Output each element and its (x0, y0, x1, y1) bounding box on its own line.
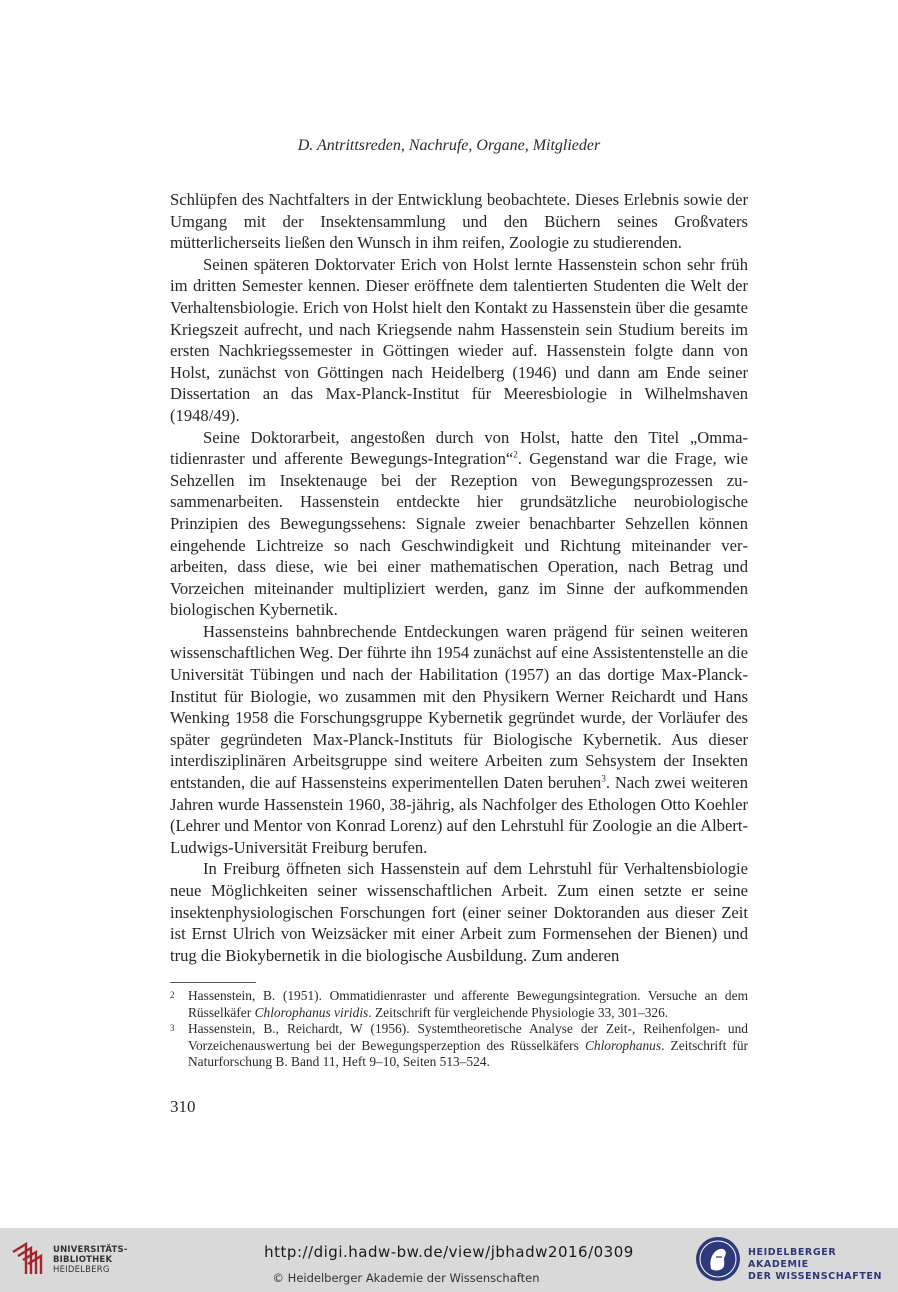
paragraph-1: Schlüpfen des Nachtfalters in der Entwicklung beobachtete. Dieses Erlebnis sowie der Umgang mit der Insektensammlung und den Büchern seines Großvaters mütterlicherseits ließen den Wunsch in ihm reifen, Zoologie zu studierenden. (170, 190, 748, 253)
paragraph-2: Seinen späteren Doktorvater Erich von Holst lernte Hassenstein schon sehr früh im dritten Semester kennen. Dieser eröffnete dem talentierten Studenten die Welt der Verhaltensbiologie. Erich von Holst hielt den Kontakt zu Hassenstein über die gesamte Kriegszeit aufrecht, und nach Kriegsende nahm Hassenstein sein Studium bereits im ersten Nachkriegssemester in Göttingen wieder auf. Hassenstein folgte dann von Holst, zunächst von Göttingen nach Heidelberg (1946) und dann am Ende seiner Dissertation an das Max-Planck-Institut für Meeresbiologie in Wilhelmshaven (1948/49). (170, 254, 748, 425)
footer-bar (0, 1228, 898, 1292)
paragraph-5: In Freiburg öffneten sich Hassenstein auf dem Lehrstuhl für Verhaltensbiologie neue Möglichkeiten seiner wissenschaftlichen Arbeit. Zum einen setzte er seine insektenphysiologischen Forschungen fort (einer seiner Doktoranden aus dieser Zeit ist Ernst Ulrich von Weizsäcker mit einer Arbeit zum Formensehen der Bienen) und trug die Biokybernetik in die biologische Ausbildung. Zum anderen (170, 859, 748, 965)
paragraph-4-text-after: . Nach zwei weiteren Jahren wurde Hassenstein 1960, 38-jährig, als Nachfolger des Ethologen Otto Koehler (Lehrer und Mentor von Konrad Lorenz) auf den Lehrstuhl für Zoologie an die Albert-Ludwigs-Universität Freiburg berufen. (170, 773, 748, 857)
footnote-divider (170, 982, 256, 983)
academy-line-2: DER WISSENSCHAFTEN (748, 1271, 883, 1282)
page-number: 310 (170, 1097, 196, 1116)
academy-seal-icon[interactable] (694, 1235, 742, 1283)
paragraph-3 (170, 427, 748, 621)
footnotes (170, 988, 748, 1071)
footnote-ref-2[interactable]: 2 (513, 449, 518, 460)
footnote-italic: Chlorophanus (584, 1037, 662, 1053)
library-line-2: BIBLIOTHEK (53, 1255, 113, 1265)
body-text (170, 189, 748, 966)
paragraph-3-text: Seine Doktorarbeit, angestoßen durch von Holst, hatte den Titel „Ommatidienraster und afferente Bewegungs-Integration“ (170, 427, 748, 469)
footnote-ref-3[interactable]: 3 (601, 773, 606, 784)
page-header: D. Antrittsreden, Nachrufe, Organe, Mitglieder (297, 137, 601, 154)
paragraph-4 (170, 621, 748, 859)
footnote-text-after: . Zeitschrift für vergleichende Physiologie 33, 301–326. (368, 1004, 669, 1020)
footnote-2 (170, 988, 748, 1021)
footnote-number: 2 (170, 990, 175, 1000)
library-line-1: UNIVERSITÄTS- (53, 1245, 128, 1255)
paragraph-4-text: Hassensteins bahnbrechende Entdeckungen waren prägend für seinen weiteren wissenschaftlichen Weg. Der führte ihn 1954 zunächst auf eine Assistentenstelle an die Universität Tübingen und nach der Habilitation (1957) an das dortige Max-Planck-Institut für Biologie, wo zusammen mit den Physikern Werner Reichardt und Hans Wenking 1958 die Forschungsgruppe Kybernetik gegründet wurde, der Vorläufer des später gegründeten Max-Planck-Instituts für Biologische Kybernetik. Aus dieser interdisziplinären Arbeitsgruppe sind weitere Arbeiten zum Sehsystem der Insekten entstanden, die auf Hassensteins experimentellen Daten beruhen (170, 621, 748, 793)
academy-name (748, 1247, 898, 1283)
source-url-link[interactable]: http://digi.hadw-bw.de/view/jbhadw2016/0309 (264, 1243, 634, 1261)
library-line-3: HEIDELBERG (53, 1265, 110, 1275)
footnote-italic: Chlorophanus viridis (254, 1004, 369, 1020)
copyright-notice: © Heidelberger Akademie der Wissenschaften (272, 1271, 540, 1285)
footnote-text: Hassenstein, B. (1951). Ommatidienraster und afferente Bewegungsintegration. Versuche an dem Rüsselkäfer (188, 988, 748, 1020)
footnote-number: 3 (170, 1023, 175, 1034)
academy-line-1: HEIDELBERGER AKADEMIE (748, 1247, 837, 1270)
paragraph-3-text-after: . Gegenstand war die Frage, wie Sehzellen im Insektenauge bei der Rezeption von Bewegungsprozessen zusammenarbeiten. Hassenstein entdeckte hier grundsätzliche neurobiologische Prinzipien des Bewegungssehens: Signale zweier benachbarter Sehzellen können eingehende Lichtreize so nach Geschwindigkeit und Richtung miteinander verarbeiten, dass diese, wie bei einer mathematischen Operation, nach Betrag und Vorzeichen miteinander multipliziert werden, ganz im Sinne der aufkommenden biologischen Kybernetik. (170, 449, 748, 620)
footnote-text: Hassenstein, B., Reichardt, W (1956). Systemtheoretische Analyse der Zeit-, Reihenfolgen- und Vorzeichenauswertung bei der Bewegungsperzeption des Rüsselkäfers (188, 1021, 748, 1053)
footnote-text-after: . Zeitschrift für Naturforschung B. Band 11, Heft 9–10, Seiten 513–524. (188, 1037, 748, 1070)
footnote-3 (170, 1021, 748, 1071)
